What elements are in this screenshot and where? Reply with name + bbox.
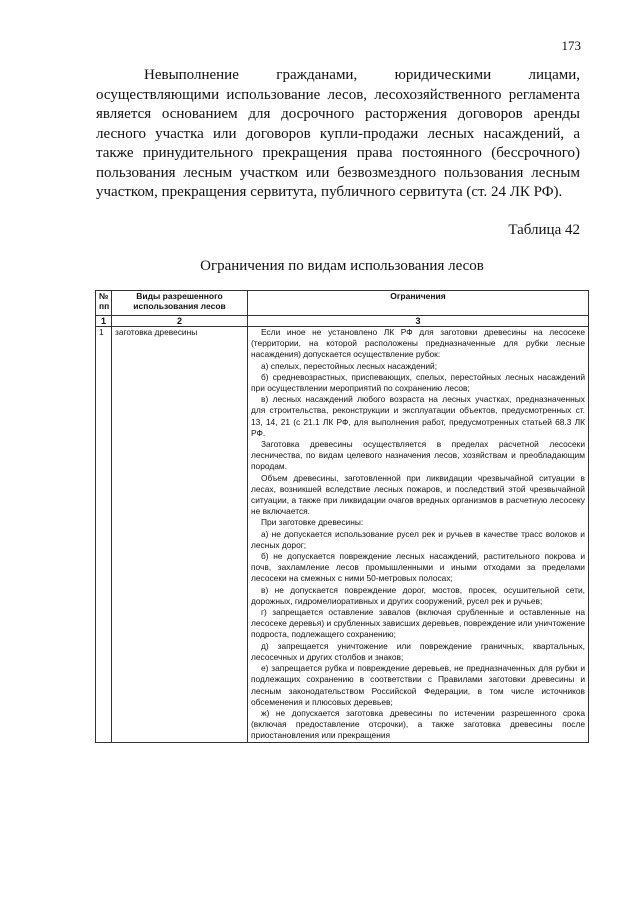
restrictions-table xyxy=(95,290,589,743)
column-number: 1 xyxy=(96,316,112,327)
restriction-line: в) не допускается повреждение дорог, мостов, просек, осушительной сети, дорожных, гидромелиоративных и других сооружений, русел рек и ручьев; xyxy=(251,584,585,606)
table-caption: Таблица 42 xyxy=(508,222,580,238)
table-column-number-row xyxy=(96,316,589,327)
body-paragraph: Невыполнение гражданами, юридическими лицами, осуществляющими использование лесов, лесохозяйственного регламента является основанием для досрочного расторжения договоров аренды лесного участка или договоров купли-продажи лесных насаждений, а также принудительного прекращения права постоянного (бессрочного) пользования лесным участком или безвозмездного пользования лесным участком, прекращения сервитута, публичного сервитута (ст. 24 ЛК РФ). xyxy=(96,67,580,200)
row-number: 1 xyxy=(96,327,112,743)
restriction-line: а) спелых, перестойных лесных насаждений; xyxy=(261,360,438,371)
column-number: 2 xyxy=(112,316,248,327)
restriction-line: е) запрещается рубка и повреждение деревьев, не предназначенных для рубки и подлежащих сохранению в соответствии с Правилами заготовки древесины и лесным законодательством Российской Федерации, в том числе источников обсеменения и плюсовых деревьев; xyxy=(251,663,585,707)
restriction-line: Объем древесины, заготовленной при ликвидации чрезвычайной ситуации в лесах, возникшей вследствие лесных пожаров, и последствий этой чрезвычайной ситуации, а также при ликвидации очагов вредных организмов в расчетную лесосеку не включается. xyxy=(251,472,585,517)
restriction-line: д) запрещается уничтожение или повреждение граничных, квартальных, лесосечных и других столбов и знаков; xyxy=(251,640,585,662)
page-number: 173 xyxy=(561,38,581,53)
restriction-line: При заготовке древесины: xyxy=(261,517,364,528)
table-title: Ограничения по видам использования лесов xyxy=(200,258,484,274)
restriction-line: Если иное не установлено ЛК РФ для заготовки древесины на лесосеке (территории, на которой расположены предназначенные для рубки лесные насаждения) допускается осуществление рубок: xyxy=(251,327,585,360)
restriction-line: б) не допускается повреждение лесных насаждений, растительного покрова и почв, захламление лесов промышленными и иными отходами за пределами лесосеки на смежных с ними 50-метровых полосах; xyxy=(251,551,585,584)
row-restrictions xyxy=(248,327,589,743)
header-number: № пп xyxy=(96,291,112,316)
row-use-type: заготовка древесины xyxy=(112,327,248,743)
table-row xyxy=(96,327,589,743)
restriction-line: б) средневозрастных, приспевающих, спелых, перестойных лесных насаждений при осуществлении мероприятий по сохранению лесов; xyxy=(251,371,585,394)
header-use-type: Виды разрешенного использования лесов xyxy=(112,291,248,316)
table-header-row xyxy=(96,291,589,316)
column-number: 3 xyxy=(248,316,589,327)
restriction-line: ж) не допускается заготовка древесины по истечении разрешенного срока (включая предоставление отсрочки), а также заготовка древесины после приостановления или прекращения xyxy=(251,707,585,741)
header-restrictions: Ограничения xyxy=(248,291,589,316)
restriction-line: в) лесных насаждений любого возраста на лесных участках, предназначенных для строительства, реконструкции и эксплуатации объектов, предусмотренных ст. 13, 14, 21 (с 21.1 ЛК РФ, для выполнения работ, предусмотренных статьей 68.3 ЛК РФ. xyxy=(251,394,585,438)
restriction-line: Заготовка древесины осуществляется в пределах расчетной лесосеки лесничества, по видам целевого назначения лесов, хозяйствам и преобладающим породам. xyxy=(251,439,585,472)
restriction-line: г) запрещается оставление завалов (включая срубленные и оставленные на лесосеке деревья) и срубленных зависших деревьев, повреждение или уничтожение подроста, подлежащего сохранению; xyxy=(251,607,585,640)
restriction-line: а) не допускается использование русел рек и ручьев в качестве трасс волоков и лесных дорог; xyxy=(251,528,585,550)
